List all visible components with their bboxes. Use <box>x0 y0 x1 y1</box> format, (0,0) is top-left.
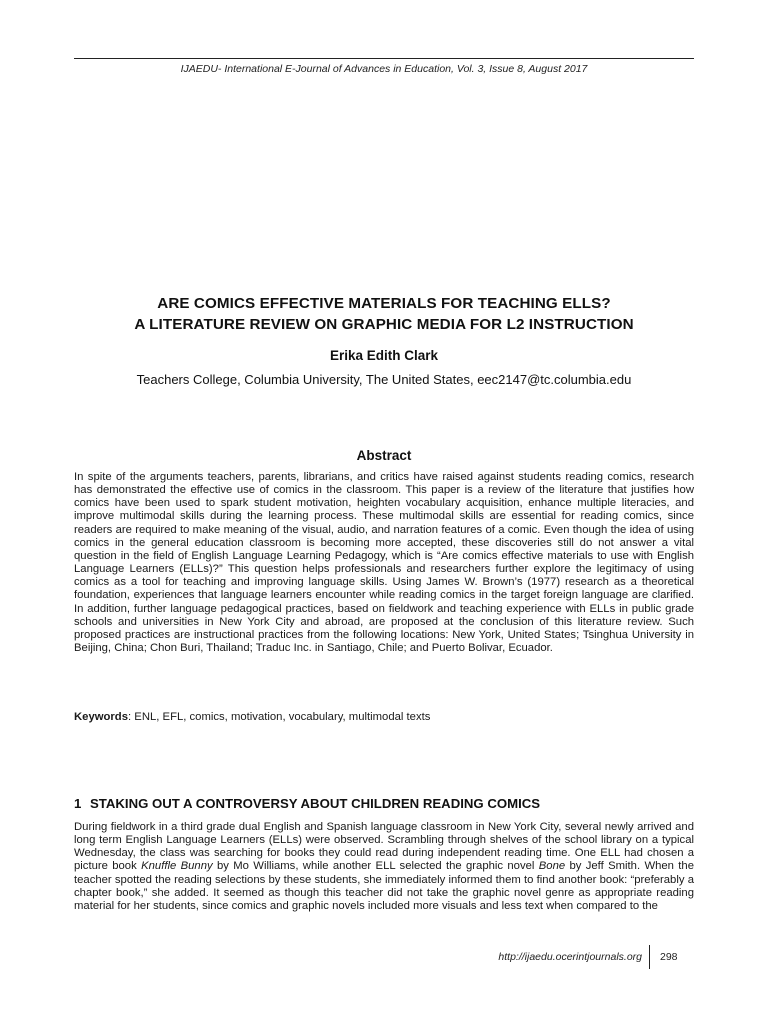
author-name: Erika Edith Clark <box>329 348 439 363</box>
header-rule <box>74 58 694 59</box>
keywords-values: ENL, EFL, comics, motivation, vocabulary, multimodal texts <box>131 711 431 723</box>
book-title-bone: Bone <box>538 860 566 873</box>
keywords-label: Keywords <box>74 711 128 723</box>
book-title-knuffle-bunny: Knuffle Bunny <box>141 860 213 873</box>
section-title: STAKING OUT A CONTROVERSY ABOUT CHILDREN READING COMICS <box>90 796 541 811</box>
author-affiliation: Teachers College, Columbia University, The United States, eec2147@tc.columbia.edu <box>136 372 632 387</box>
title-line-1: ARE COMICS EFFECTIVE MATERIALS FOR TEACHING ELLS? <box>157 295 611 312</box>
keywords-line <box>74 710 694 724</box>
abstract-heading: Abstract <box>356 448 412 463</box>
abstract-body: In spite of the arguments teachers, parents, librarians, and critics have raised against students reading comics, research has demonstrated the effective use of comics in the classroom. This paper is a review of the literature that justifies how comics have been used to spark student motivation, heighten vocabulary acquisition, enhance multiple literacies, and improve multimodal skills during the learning process. These multimodal skills are essential for reading comics, since readers are required to make meaning of the visual, audio, and narration features of a comic. Even though the idea of using comics in the general education classroom is becoming more accepted, these discoveries still do not answer a vital question in the field of English Language Learning Pedagogy, which is “Are comics effective materials to use with English Language Learners (ELLs)?” This question helps professionals and researchers further explore the legitimacy of using comics as a tool for teaching and improving language skills. Using James W. Brown’s (1977) research as a theoretical foundation, experiences that language learners encounter while reading comics in the target foreign language are clarified. In addition, further language pedagogical practices, based on fieldwork and teaching experience with ELLs in public grade schools and universities in New York City and abroad, are proposed at the conclusion of this literature review. Such proposed practices are instructional practices from the following locations: New York, United States; Tsinghua University in Beijing, China; Chon Buri, Thailand; Traduc Inc. in Santiago, Chile; and Puerto Bolivar, Ecuador. <box>74 471 694 655</box>
footer-url-link[interactable]: http://ijaedu.ocerintjournals.org <box>498 951 642 963</box>
section-text-b: by Mo Williams, while another ELL selected the graphic novel <box>212 860 539 873</box>
footer-divider <box>649 945 650 969</box>
section-heading <box>74 796 694 811</box>
section-text-c: by Jeff Smith. When the teacher spotted the reading selections by these students, she immediately informed them to find another book: “preferably a chapter book,” she added. It seemed as though this teacher did not take the graphic novel genre as appropriate reading material for her students, since comics and graphic novels included more visuals and less text when compared to the <box>74 860 694 912</box>
keywords-separator: : <box>128 711 132 723</box>
section-number: 1 <box>74 796 82 811</box>
journal-header: IJAEDU- International E-Journal of Advances in Education, Vol. 3, Issue 8, August 2017 <box>180 63 588 75</box>
paper-title <box>60 293 708 335</box>
section-body <box>74 821 694 913</box>
page-number: 298 <box>660 951 678 963</box>
section-text-a: During fieldwork in a third grade dual English and Spanish language classroom in New York City, several newly arrived and long term English Language Learners (ELLs) were observed. Scrambling through shelves of the school library on a typical Wednesday, the class was searching for books they could read during independent reading time. One ELL had chosen a picture book <box>74 821 694 873</box>
title-line-2: A LITERATURE REVIEW ON GRAPHIC MEDIA FOR L2 INSTRUCTION <box>134 316 634 333</box>
